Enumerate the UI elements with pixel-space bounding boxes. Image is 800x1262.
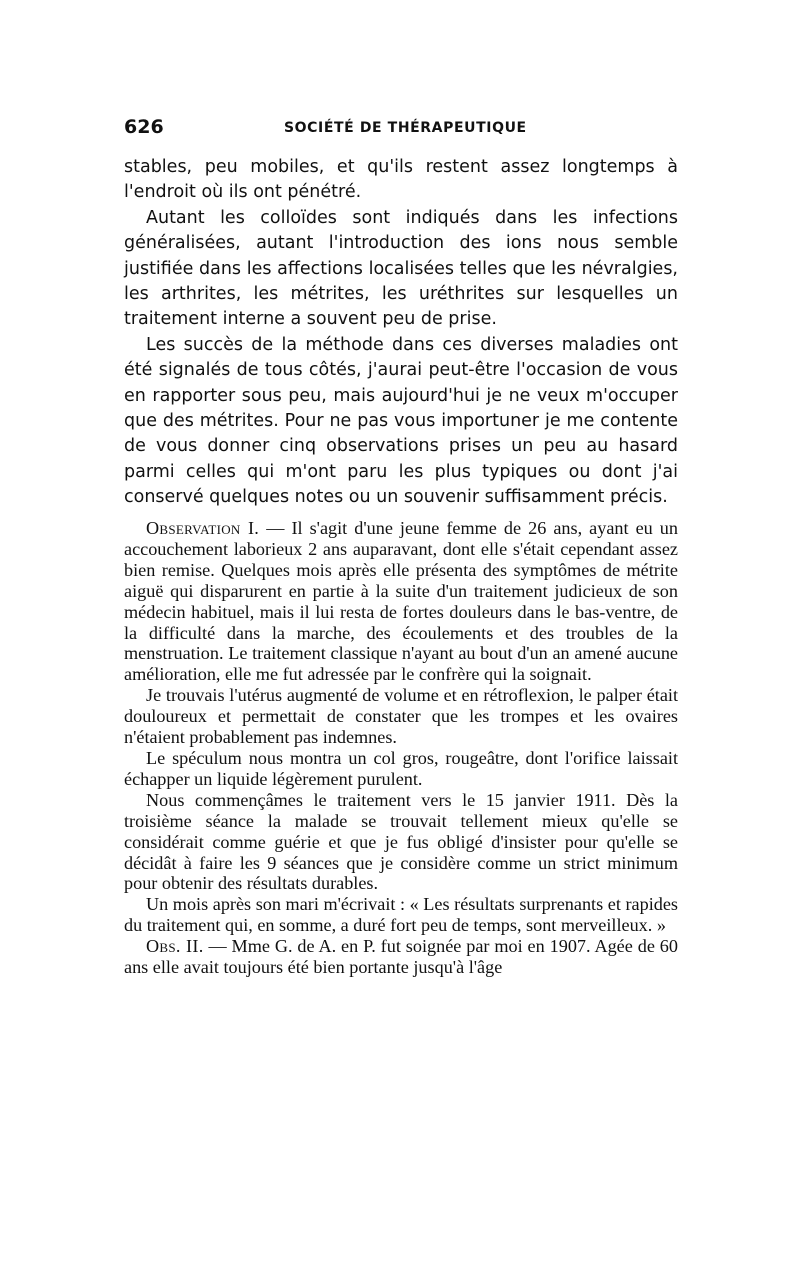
paragraph-succes: Les succès de la méthode dans ces diverses maladies ont été signalés de tous côtés, j'aurai peut-être l'occasion de vous en rapporter sous peu, mais aujourd'hui je ne veux m'occuper que des métrites. Pour ne pas vous importuner je me contente de vous donner cinq observations prises un peu au hasard parmi celles qui m'ont paru les plus typiques ou dont j'ai conservé quelques notes ou un souvenir suffisamment précis. (124, 334, 678, 508)
observation-1-result: Un mois après son mari m'écrivait : « Les résultats surprenants et rapides du traitement qui, en somme, a duré fort peu de temps, sont merveilleux. » (124, 894, 678, 936)
observation-2 (124, 936, 678, 978)
observations-text (124, 518, 678, 978)
observation-1-speculum: Le spéculum nous montra un col gros, rougeâtre, dont l'orifice laissait échapper un liquide légèrement purulent. (124, 747, 678, 789)
observation-1-text: — Il s'agit d'une jeune femme de 26 ans, ayant eu un accouchement laborieux 2 ans auparavant, dont elle s'était cependant assez bien remise. Quelques mois après elle présenta des symptômes de métrite aiguë qui disparurent en partie à la suite d'un traitement judicieux de son médecin habituel, mais il lui resta de fortes douleurs dans le bas-ventre, de la difficulté dans la marche, des écoulements et des troubles de la menstruation. Le traitement classique n'ayant au bout d'un an amené aucune amélioration, elle me fut adressée par le confrère qui la soignait. (124, 518, 678, 685)
observation-1-heading: Observation I. (146, 518, 260, 538)
observation-2-heading: Obs. II. (146, 936, 204, 957)
paragraph-continuation: stables, peu mobiles, et qu'ils restent assez longtemps à l'endroit où ils ont pénétré. (124, 157, 678, 203)
observation-1-exam: Je trouvais l'utérus augmenté de volume et en rétroflexion, le palper était douloureux et permettait de constater que les trompes et les ovaires n'étaient probablement pas indemnes. (124, 685, 678, 748)
observation-2-text: — Mme G. de A. en P. fut soignée par moi en 1907. Agée de 60 ans elle avait toujours été bien portante jusqu'à l'âge (124, 936, 678, 978)
observation-1-treatment: Nous commençâmes le traitement vers le 15 janvier 1911. Dès la troisième séance la malade se trouvait tellement mieux qu'elle se considérait comme guérie et que je fus obligé d'insister pour qu'elle se décidât à faire les 9 séances que je considère comme un strict minimum pour obtenir des résultats durables. (124, 789, 678, 894)
page-number: 626 (124, 116, 164, 138)
paragraph-colloides: Autant les colloïdes sont indiqués dans les infections généralisées, autant l'introduction des ions nous semble justifiée dans les affections localisées telles que les névralgies, les arthrites, les métrites, les uréthrites sur lesquelles un traitement interne a souvent peu de prise. (124, 207, 678, 330)
intro-text (124, 155, 678, 511)
page-header (124, 116, 678, 146)
running-title: SOCIÉTÉ DE THÉRAPEUTIQUE (284, 120, 527, 136)
observation-1 (124, 518, 678, 685)
